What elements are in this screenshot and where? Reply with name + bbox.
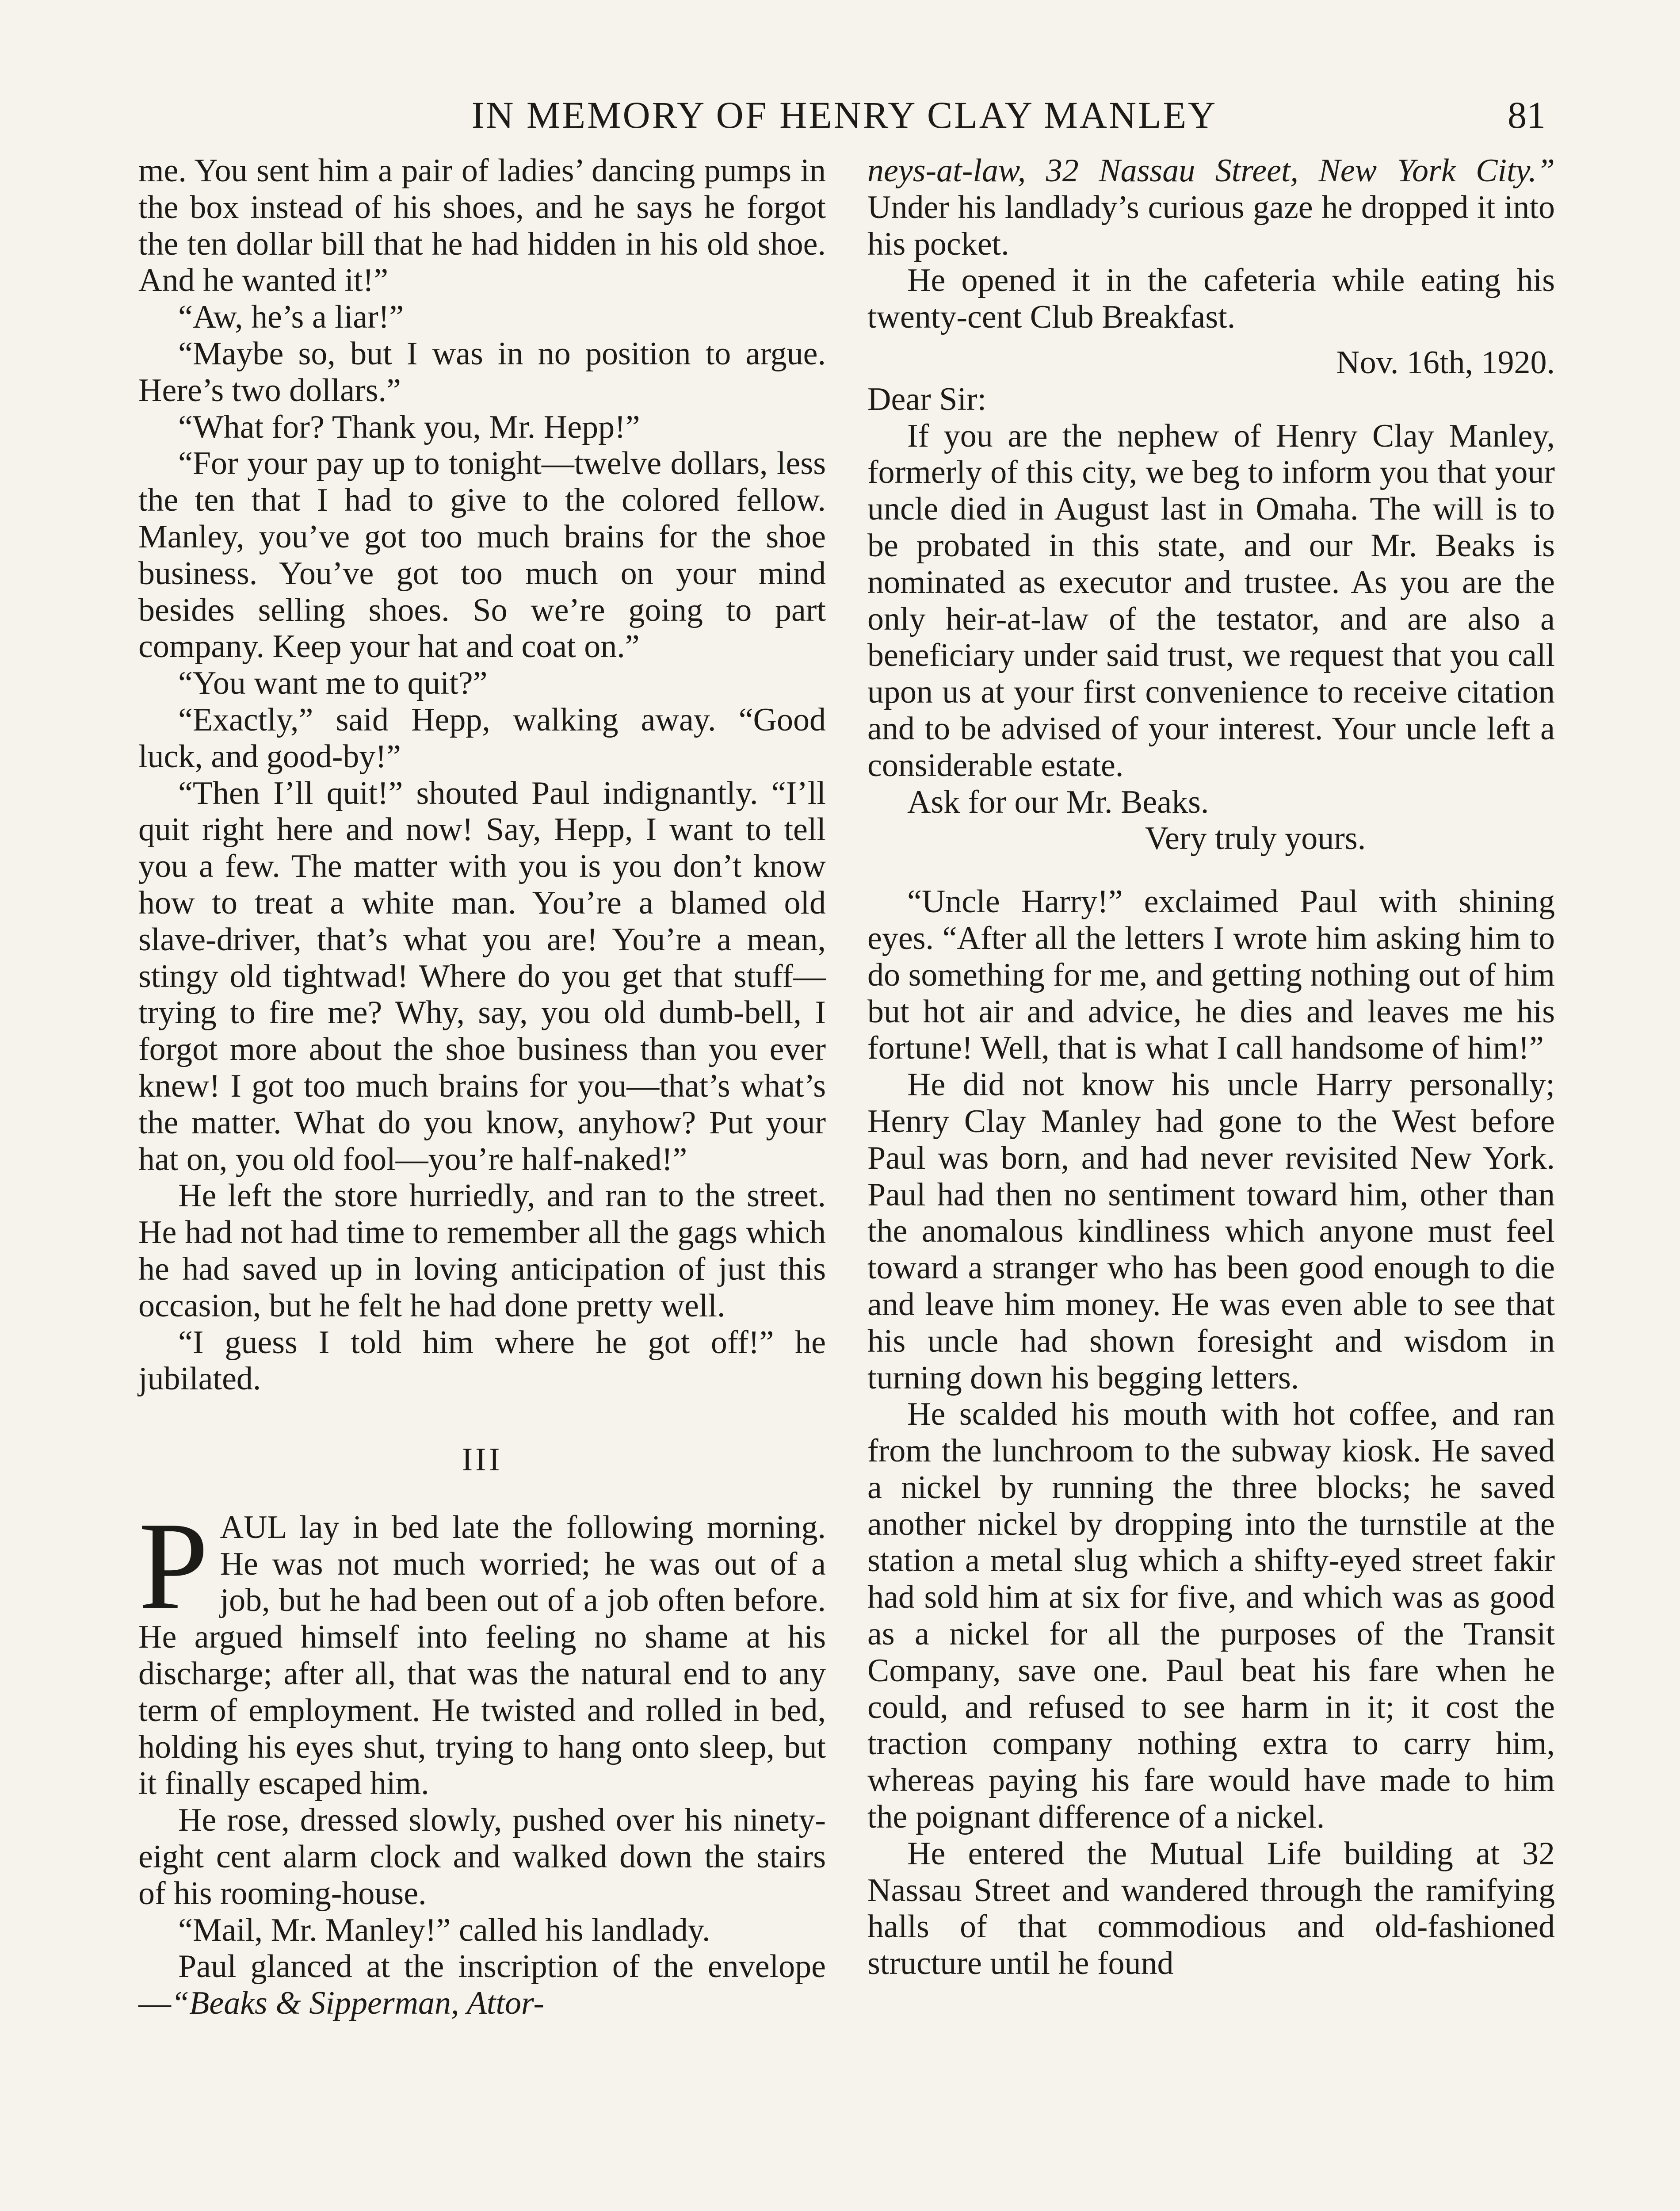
paragraph: He did not know his uncle Harry personally; Henry Clay Manley had gone to the West before Paul was born, and had never revisited New York. Paul had then no sentiment toward him, other than the anomalous kindliness which anyone must feel toward a stranger who has been good enough to die and leave him money. He was even able to see that his uncle had shown foresight and wisdom in turning down his begging letters. bbox=[867, 1067, 1555, 1396]
paragraph bbox=[138, 1948, 826, 2022]
letterhead-text: “Beaks & Sipperman, Attor- bbox=[171, 1985, 544, 2022]
paragraph: me. You sent him a pair of ladies’ dancing pumps in the box instead of his shoes, and he says he forgot the ten dollar bill that he had hidden in his old shoe. And he wanted it!” bbox=[138, 153, 826, 299]
letter-body: If you are the nephew of Henry Clay Manley, formerly of this city, we beg to inform you that your uncle died in August last in Omaha. The will is to be probated in this state, and our Mr. Beaks is nominated as executor and trustee. As you are the only heir-at-law of the testator, and are also a beneficiary under said trust, we request that you call upon us at your first convenience to receive citation and to be advised of your interest. Your uncle left a considerable estate. bbox=[867, 417, 1555, 784]
paragraph: “You want me to quit?” bbox=[178, 665, 488, 702]
running-title: IN MEMORY OF HENRY CLAY MANLEY bbox=[471, 94, 1218, 136]
right-column bbox=[867, 153, 1555, 1982]
section-heading: III bbox=[462, 1442, 503, 1478]
paragraph: “Aw, he’s a liar!” bbox=[178, 299, 404, 336]
paragraph: He entered the Mutual Life building at 32 Nassau Street and wandered through the ramifying halls of that commodious and old-fashioned structure until he found bbox=[867, 1835, 1555, 1982]
paragraph: He opened it in the cafeteria while eating his twenty-cent Club Breakfast. bbox=[867, 262, 1555, 336]
letter-salutation: Dear Sir: bbox=[867, 381, 987, 417]
paragraph-with-drop-cap bbox=[138, 1496, 826, 1802]
paragraph: “I guess I told him where he got off!” he jubilated. bbox=[138, 1324, 826, 1397]
letter-postscript: Ask for our Mr. Beaks. bbox=[907, 784, 1209, 820]
drop-cap: P bbox=[138, 1496, 209, 1636]
letterhead-text: neys-at-law, 32 Nassau Street, New York City.” bbox=[867, 153, 1555, 189]
paragraph-text: AUL lay in bed late the following morning. He was not much worried; he was out of a job, but he had been out of a job often before. He argued himself into feeling no shame at his discharge; after all, that was the natural end to any term of employment. He twisted and rolled in bed, holding his eyes shut, trying to hang onto sleep, but it finally escaped him. bbox=[138, 1509, 826, 1802]
paragraph: He left the store hurriedly, and ran to the street. He had not had time to remember all the gags which he had saved up in loving anticipation of just this occasion, but he felt he had done pretty well. bbox=[138, 1178, 826, 1324]
spacer bbox=[867, 857, 1555, 884]
paragraph: “Mail, Mr. Manley!” called his landlady. bbox=[178, 1912, 710, 1948]
paragraph-text: Paul glanced at the inscription of the envelope— bbox=[138, 1948, 826, 2022]
paragraph bbox=[867, 153, 1555, 262]
paragraph: “Exactly,” said Hepp, walking away. “Good luck, and good-by!” bbox=[138, 701, 826, 775]
paragraph-text: Under his landlady’s curious gaze he dropped it into his pocket. bbox=[867, 189, 1555, 262]
letter-date: Nov. 16th, 1920. bbox=[1336, 344, 1555, 381]
paragraph: “Maybe so, but I was in no position to argue. Here’s two dollars.” bbox=[138, 335, 826, 409]
letter-closing: Very truly yours. bbox=[1145, 820, 1366, 857]
paragraph: “What for? Thank you, Mr. Hepp!” bbox=[178, 409, 640, 445]
paragraph: He scalded his mouth with hot coffee, and ran from the lunchroom to the subway kiosk. He saved a nickel by running the three blocks; he saved another nickel by dropping into the turnstile at the station a metal slug which a shifty-eyed street fakir had sold him at six for five, and which was as good as a nickel for all the purposes of the Transit Company, save one. Paul beat his fare when he could, and refused to see harm in it; it cost the traction company nothing extra to carry him, whereas paying his fare would have made to him the poignant difference of a nickel. bbox=[867, 1396, 1555, 1836]
paragraph: “Then I’ll quit!” shouted Paul indignantly. “I’ll quit right here and now! Say, Hepp, I want to tell you a few. The matter with you is you don’t know how to treat a white man. You’re a blamed old slave-driver, that’s what you are! You’re a mean, stingy old tightwad! Where do you get that stuff—trying to fire me? Why, say, you old dumb-bell, I forgot more about the shoe business than you ever knew! I got too much brains for you—that’s what’s the matter. What do you know, anyhow? Put your hat on, you old fool—you’re half-naked!” bbox=[138, 775, 826, 1178]
left-column bbox=[138, 153, 826, 2022]
paragraph: He rose, dressed slowly, pushed over his ninety-eight cent alarm clock and walked down the stairs of his rooming-house. bbox=[138, 1802, 826, 1912]
paragraph: “Uncle Harry!” exclaimed Paul with shining eyes. “After all the letters I wrote him asking him to do something for me, and getting nothing out of him but hot air and advice, he dies and leaves me his fortune! Well, that is what I call handsome of him!” bbox=[867, 884, 1555, 1067]
page-number: 81 bbox=[1508, 94, 1546, 136]
paragraph: “For your pay up to tonight—twelve dollars, less the ten that I had to give to the colored fellow. Manley, you’ve got too much brains for the shoe business. You’ve got too much on your mind besides selling shoes. So we’re going to part company. Keep your hat and coat on.” bbox=[138, 445, 826, 665]
